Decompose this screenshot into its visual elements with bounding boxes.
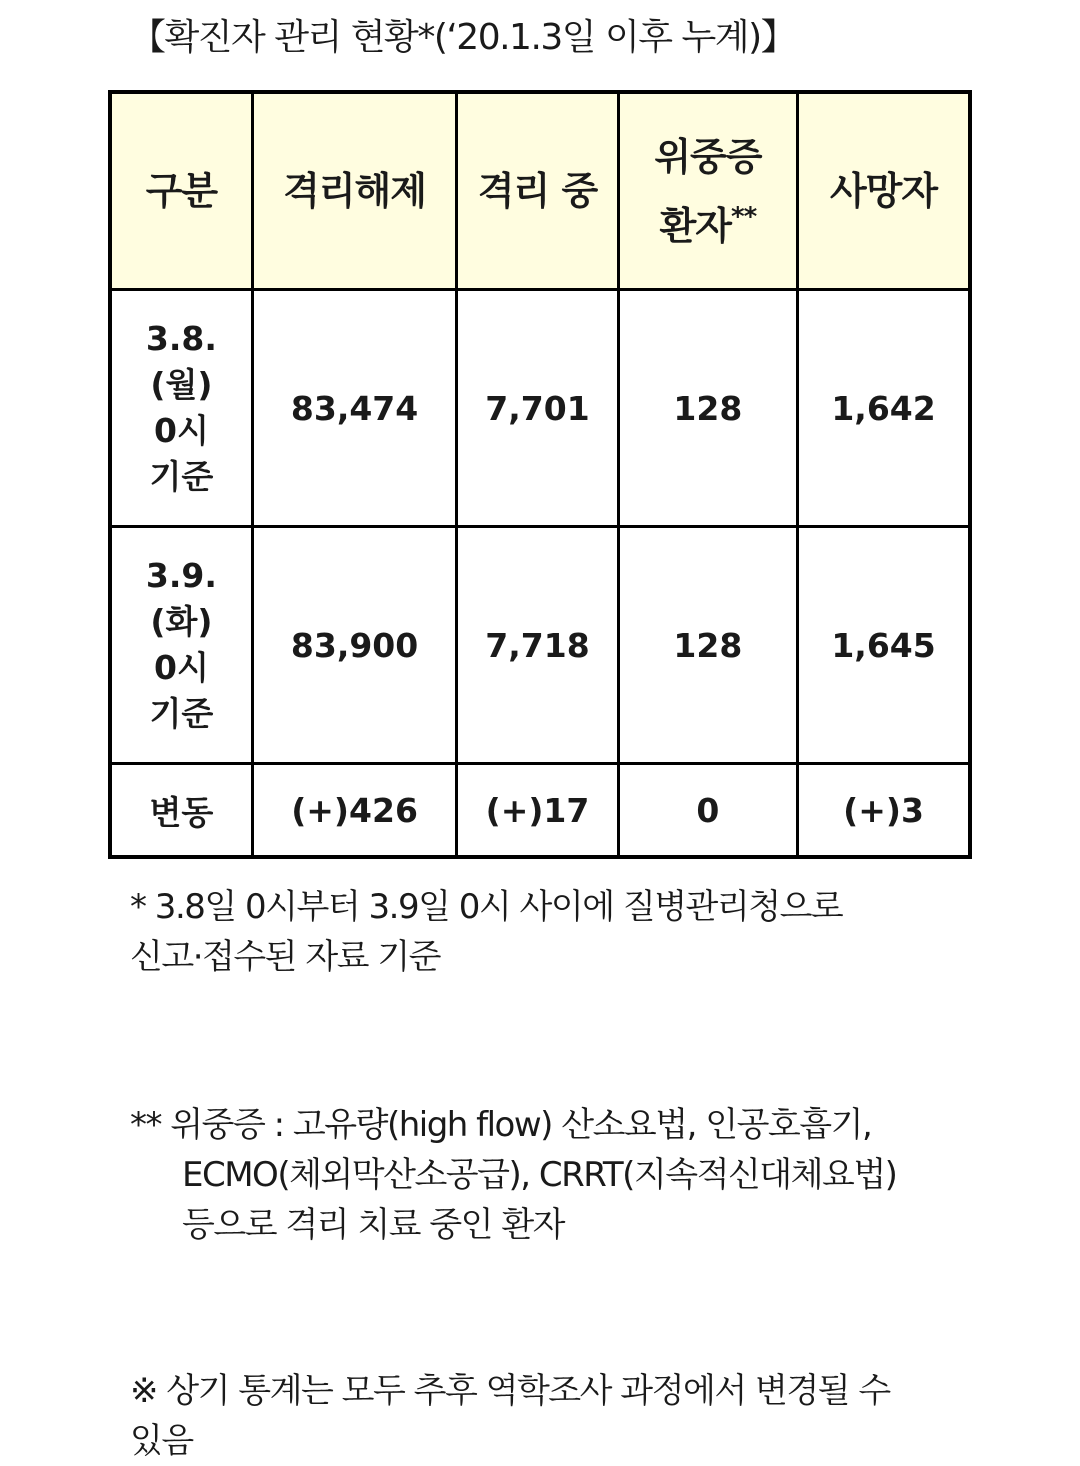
footnote-line: 등으로 격리 치료 중인 환자: [182, 1205, 565, 1245]
header-category: 구분: [110, 92, 252, 290]
table-title: 【확진자 관리 현황*(‘20.1.3일 이후 누계)】: [130, 17, 796, 58]
weekday-line: (화): [150, 602, 213, 641]
header-critical-line2: [620, 187, 796, 256]
footnote-line: * 3.8일 0시부터 3.9일 0시 사이에 질병관리청으로: [130, 887, 843, 927]
table-header-row: [110, 92, 970, 290]
row-date-cell: [110, 527, 252, 764]
weekday-line: (월): [150, 365, 213, 404]
header-released: 격리해제: [252, 92, 456, 290]
header-isolated: 격리 중: [457, 92, 618, 290]
cell-deaths: 1,642: [798, 290, 970, 527]
change-label: 변동: [110, 764, 252, 858]
footnote-data-basis: [130, 882, 842, 982]
cell-isolated: 7,718: [457, 527, 618, 764]
footnote-line: 있음: [130, 1421, 193, 1461]
basis-line: 기준: [149, 457, 214, 496]
footnote-line: ECMO(체외막산소공급), CRRT(지속적신대체요법): [182, 1155, 897, 1195]
cell-critical: 128: [618, 290, 797, 527]
header-deaths: 사망자: [798, 92, 970, 290]
footnote-disclaimer: [130, 1366, 890, 1466]
time-line: 0시: [153, 411, 209, 450]
cell-deaths: 1,645: [798, 527, 970, 764]
footnote-line: ※ 상기 통계는 모두 추후 역학조사 과정에서 변경될 수: [130, 1371, 890, 1411]
cell-released: 83,900: [252, 527, 456, 764]
table-row-change: [110, 764, 970, 858]
change-released: (+)426: [252, 764, 456, 858]
time-line: 0시: [153, 648, 209, 687]
header-critical-footnote-mark: **: [730, 201, 757, 232]
change-isolated: (+)17: [457, 764, 618, 858]
cell-released: 83,474: [252, 290, 456, 527]
table-row: [110, 290, 970, 527]
header-critical-line1: 위중증: [654, 134, 762, 179]
footnote-line: ** 위중증 : 고유량(high flow) 산소요법, 인공호흡기,: [130, 1105, 872, 1145]
date-line: 3.8.: [145, 319, 217, 358]
change-critical: 0: [618, 764, 797, 858]
footnote-critical-definition: [130, 1100, 896, 1250]
table-row: [110, 527, 970, 764]
header-critical: [618, 92, 797, 290]
cell-critical: 128: [618, 527, 797, 764]
header-critical-patient: 환자: [659, 203, 731, 248]
cell-isolated: 7,701: [457, 290, 618, 527]
change-deaths: (+)3: [798, 764, 970, 858]
footnote-line: 신고·접수된 자료 기준: [130, 937, 441, 977]
patient-status-table: [108, 90, 972, 859]
date-line: 3.9.: [145, 556, 217, 595]
basis-line: 기준: [149, 694, 214, 733]
row-date-cell: [110, 290, 252, 527]
